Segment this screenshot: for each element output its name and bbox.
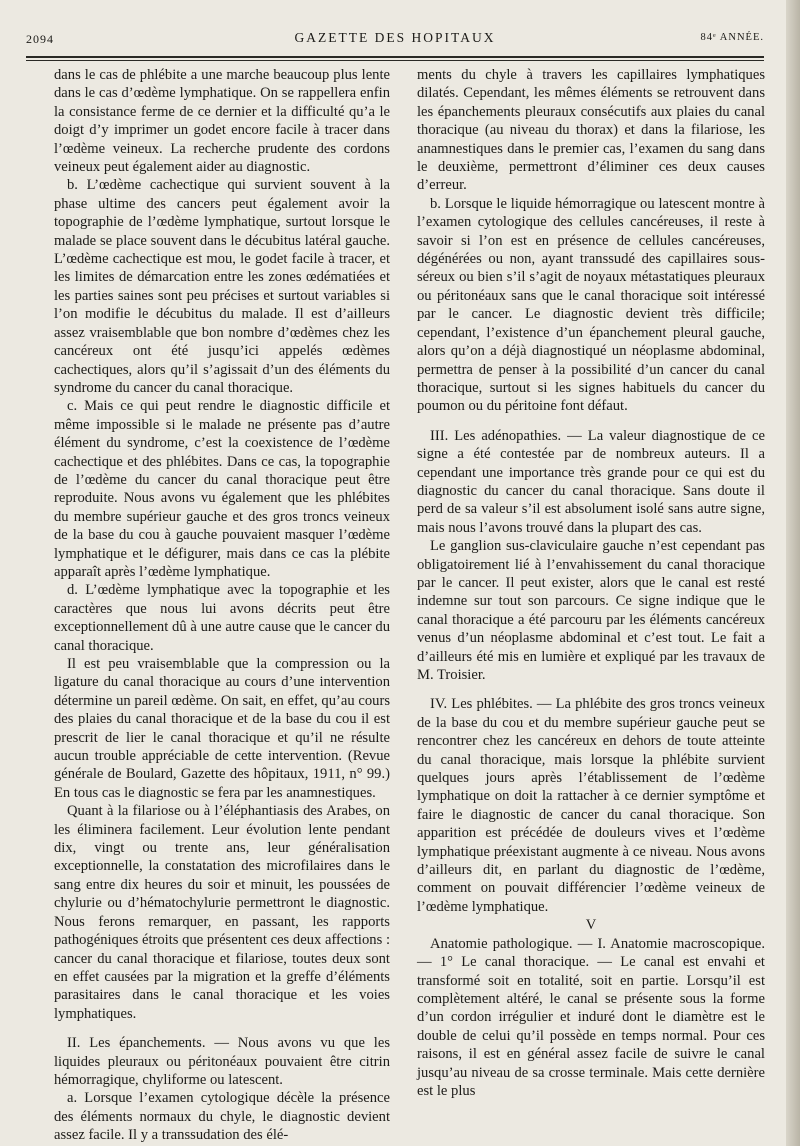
paragraph: b. Lorsque le liquide hémorragique ou latescent montre à l’examen cytologique des cellules cancéreuses, il reste à savoir si l’on est en présence de cellules cancéreuses, dégénérées ou non, ayant transsudé des capillaires sous-séreux ou bien s’il s’agit de noyaux métastatiques pleuraux ou péritonéaux sans que le canal thoracique soit intéressé par le cancer. Le diagnostic devient très difficile; cependant, l’existence d’un épanchement pleural gauche, alors qu’on a déjà diagnostiqué un néoplasme abdominal, permettra de penser à la possibilité d’un cancer du canal thoracique, surtout si les signes habituels du cancer du poumon ou du péritoine font défaut. [417,195,765,415]
paragraph: Il est peu vraisemblable que la compression ou la ligature du canal thoracique au cours d’une intervention détermine un pareil œdème. On sait, en effet, qu’au cours des plaies du canal thoracique et de la base du cou il est prescrit de lier le canal thoracique et qu’il ne résulte aucun trouble appréciable de cette intervention. (Revue générale de Boulard, Gazette des hôpitaux, 1911, n° 99.) En tous cas le diagnostic se fera par les anamnestiques. [54,656,390,801]
paragraph: dans le cas de phlébite a une marche beaucoup plus lente dans le cas d’œdème lymphatique. On se rappellera enfin la consistance ferme de ce dernier et la difficulté qu’a le doigt d’y imprimer un godet encore facile à tracer dans l’œdème veineux. La recherche prudente des cordons veineux peut également aider au diagnostic. [54,67,390,176]
journal-year: 84ᵉ ANNÉE. [700,32,764,43]
page-number: 2094 [26,32,54,46]
paragraph: b. L’œdème cachectique qui survient souvent à la phase ultime des cancers peut également avoir la topographie de l’œdème lymphatique, surtout lorsque le malade se place souvent dans le décubitus latéral gauche. L’œdème cachectique est mou, le godet facile à tracer, et les limites de démarcation entre les zones œdématiées et les parties saines sont peu précises et surtout variables si l’on modifie le décubitus du malade. Il est d’ailleurs assez vraisemblable que bon nombre d’œdèmes chez les cancéreux ont été jusqu’ici appelés œdèmes cachectiques, alors qu’il s’agissait d’un des éléments du syndrome du cancer du canal thoracique. [54,177,390,396]
section-heading-paragraph: IV. Les phlébites. — La phlébite des gros troncs veineux de la base du cou et du membre supérieur gauche peut se rencontrer chez les cancéreux en dehors de toute atteinte du canal thoracique, mais lorsque la phlébite survient quelques jours après l’établissement de l’œdème lymphatique on doit la rattacher à ce dernier symptôme et faire le diagnostic de cancer du canal thoracique. Son apparition est précédée de douleurs vives et l’œdème lymphatique préexistant augmente à ce niveau. Nous avons d’ailleurs dit, en parlant du diagnostic de l’œdème, comment on pouvait différencier l’œdème veineux de l’œdème lymphatique. [417,696,765,915]
left-column [54,66,390,1145]
journal-title: GAZETTE DES HOPITAUX [294,30,496,45]
page-spine-shadow [786,0,800,1146]
header-rule-thick [26,56,764,58]
paragraph: ments du chyle à travers les capillaires lymphatiques dilatés. Cependant, les mêmes éléments se retrouvent dans les épanchements pleuraux consécutifs aux plaies du canal thoracique (au niveau du thorax) et dans la filariose, les anamnestiques dans le premier cas, l’examen du sang dans le deuxième, permettront d’éliminer ces deux causes d’erreur. [417,67,765,194]
paragraph: d. L’œdème lymphatique avec la topographie et les caractères que nous lui avons décrits peut être exceptionnellement dû à une autre cause que le cancer du canal thoracique. [54,582,390,654]
paragraph: Quant à la filariose ou à l’éléphantiasis des Arabes, on les éliminera facilement. Leur évolution lente pendant dix, vingt ou trente ans, leur généralisation exceptionnelle, la constatation des microfilaires dans le sang entre dix heures du soir et minuit, les poussées de chylurie ou d’hématochylurie permettront le diagnostic. Nous ferons remarquer, en passant, les rapports pathogéniques étroits que présentent ces deux affections : cancer du canal thoracique et filariose, toutes deux sont en effet causées par la migration et la greffe d’éléments parasitaires dans le canal thoracique et les voies lymphatiques. [54,803,390,1022]
paragraph: c. Mais ce qui peut rendre le diagnostic difficile et même impossible si le malade ne présente pas d’autre élément du syndrome, c’est la coexistence de l’œdème cachectique et des phlébites. Dans ce cas, la topographie de l’œdème du cancer du canal thoracique peut être reproduite. Nous avons vu également que les phlébites du membre supérieur gauche et des gros troncs veineux de la base du cou à gauche pouvaient masquer l’œdème lymphatique et le défigurer, mais dans ce cas la plébite apparaît après l’œdème lymphatique. [54,398,390,580]
right-column [417,66,765,1100]
header-rule-thin [26,60,764,61]
section-heading-paragraph: II. Les épanchements. — Nous avons vu que les liquides pleuraux ou péritonéaux pouvaient être citrin hémorragique, chyliforme ou latescent. [54,1035,390,1088]
section-heading-paragraph: Anatomie pathologique. — I. Anatomie macroscopique. — 1° Le canal thoracique. — Le canal est envahi et transformé soit en totalité, soit en partie. Lorsqu’il est complètement altéré, le canal se présente sous la forme d’un cordon irrégulier et induré dont le diamètre est le double de celui qu’il possède en temps normal. Pour ces raisons, il est en général assez facile de suivre le canal jusqu’au niveau de sa crosse terminale. Mais cette dernière est le plus [417,935,765,1099]
paragraph: Le ganglion sus-claviculaire gauche n’est cependant pas obligatoirement lié à l’envahissement du canal thoracique par le cancer. Il peut exister, alors que le canal est resté indemne sur tout son parcours. Ce signe indique que le canal thoracique a été parcouru par les éléments cancéreux venus d’un néoplasme abdominal et c’est tout. Le fait a d’ailleurs été mis en lumière et expliqué par les travaux de M. Troisier. [417,538,765,683]
paragraph: a. Lorsque l’examen cytologique décèle la présence des éléments normaux du chyle, le diagnostic devient assez facile. Il y a transsudation des élé- [54,1090,390,1144]
running-header [26,30,764,52]
chapter-numeral: V [585,917,597,934]
section-heading-paragraph: III. Les adénopathies. — La valeur diagnostique de ce signe a été contestée par de nombreux auteurs. Il a cependant une importance très grande pour ce qui est du diagnostic du cancer du canal thoracique. Sans doute il perd de sa valeur s’il est absolument isolé sans autre signe, mais nous l’avons trouvé dans la plupart des cas. [417,427,765,536]
